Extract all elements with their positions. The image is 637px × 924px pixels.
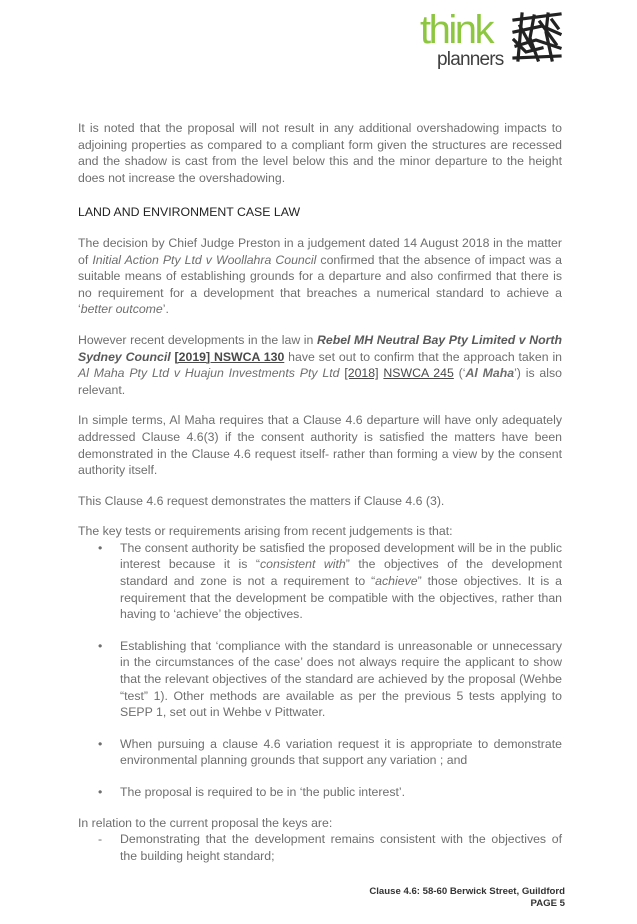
footer-page-number: PAGE 5 <box>530 898 565 909</box>
case-name-initial-action: Initial Action Pty Ltd v Woollahra Council <box>92 252 317 267</box>
text: have set out to confirm that the approach taken in <box>284 349 563 364</box>
text: ’. <box>162 302 169 317</box>
quote-consistent-with: consistent with <box>260 557 346 572</box>
list-item <box>78 638 562 721</box>
citation-link-nswca-245[interactable]: NSWCA 245 <box>383 366 454 381</box>
text: confirmed that the absence of impact was a suitable means of establishing grounds for a departure and also confirmed that there is no requirement for a development that breaches a numerical standard to achieve a ‘ <box>78 252 562 317</box>
text: When pursuing a clause 4.6 variation request it is appropriate to demonstrate environmental planning grounds that support any variation ; and <box>120 736 562 768</box>
text: Establishing that ‘compliance with the standard is unreasonable or unnecessary in the circumstances of the case’ does not always require the applicant to show that the relevant objectives of the standard are achieved by the proposal (Wehbe “test” 1). Other methods are available as per the previous 5 tests applying to SEPP 1, set out in Wehbe v Pittwater. <box>120 638 562 720</box>
list-item <box>78 540 562 623</box>
bullet-marker: • <box>98 785 103 799</box>
quote-achieve: achieve <box>375 574 418 589</box>
text: ” those objectives. It is a requirement that the development be compatible with the objectives, rather than having to ‘achieve’ the objectives. <box>120 574 562 622</box>
logo-word-planners: planners <box>437 49 504 70</box>
paragraph-request-demonstrates: This Clause 4.6 request demonstrates the matters if Clause 4.6 (3). <box>78 493 445 508</box>
dash-marker: - <box>98 832 103 847</box>
list-item <box>78 784 562 801</box>
key-tests-list <box>78 540 562 801</box>
text: The consent authority be satisfied the proposed development will be in the public interest because it is “ <box>120 540 562 572</box>
section-heading: LAND AND ENVIRONMENT CASE LAW <box>78 205 301 220</box>
text: ’) is also relevant. <box>78 366 562 397</box>
text: The proposal is required to be in ‘the public interest’. <box>120 785 406 799</box>
keys-list <box>78 831 562 864</box>
bullet-marker: • <box>98 736 103 751</box>
text: However recent developments in the law in <box>78 332 317 347</box>
case-name-al-maha: Al Maha Pty Ltd v Huajun Investments Pty Ltd <box>78 366 340 381</box>
list-item <box>78 831 562 864</box>
bullet-marker: • <box>98 540 103 555</box>
paragraph-simple-terms: In simple terms, Al Maha requires that a Clause 4.6 departure will have only adequately addressed Clause 4.6(3) if the consent authority is satisfied the matters have been demonstrated in the Clause 4.6 request itself- rather than forming a view by the consent authority itself. <box>78 413 562 478</box>
paragraph-preston-decision <box>78 235 562 318</box>
paragraph-recent-developments <box>78 332 562 398</box>
short-name-al-maha: Al Maha <box>465 366 515 381</box>
page-footer <box>369 886 565 910</box>
logo-word-think: think <box>420 8 492 52</box>
paragraph-current-proposal: In relation to the current proposal the keys are: <box>78 815 333 830</box>
paragraph-overshadowing: It is noted that the proposal will not result in any additional overshadowing impacts to adjoining properties as compared to a compliant form given the structures are recessed and the shadow is cast from the level below this and the minor departure to the height does not increase the overshadowing. <box>78 121 562 185</box>
text: (‘ <box>453 366 466 381</box>
document-body <box>78 120 562 864</box>
footer-document-title: Clause 4.6: 58-60 Berwick Street, Guildford <box>369 886 565 897</box>
map-grid-icon <box>512 12 562 62</box>
paragraph-key-tests: The key tests or requirements arising from recent judgements is that: <box>78 524 453 539</box>
case-name-rebel-mh: Rebel MH Neutral Bay Pty Limited v North Sydney Council <box>78 332 562 364</box>
list-item <box>78 736 562 769</box>
bullet-marker: • <box>98 638 103 653</box>
text: ” the objectives of the development standard and zone is not a requirement to “ <box>120 557 563 589</box>
think-planners-logo <box>420 8 562 70</box>
citation-link-2018[interactable]: [2018] <box>344 366 379 381</box>
citation-link-nswca-130[interactable]: [2019] NSWCA 130 <box>174 349 285 364</box>
quote-better-outcome: better outcome <box>80 302 163 317</box>
text: Demonstrating that the development remains consistent with the objectives of the building height standard; <box>120 832 562 863</box>
text: The decision by Chief Judge Preston in a judgement dated 14 August 2018 in the matter of <box>78 235 562 267</box>
